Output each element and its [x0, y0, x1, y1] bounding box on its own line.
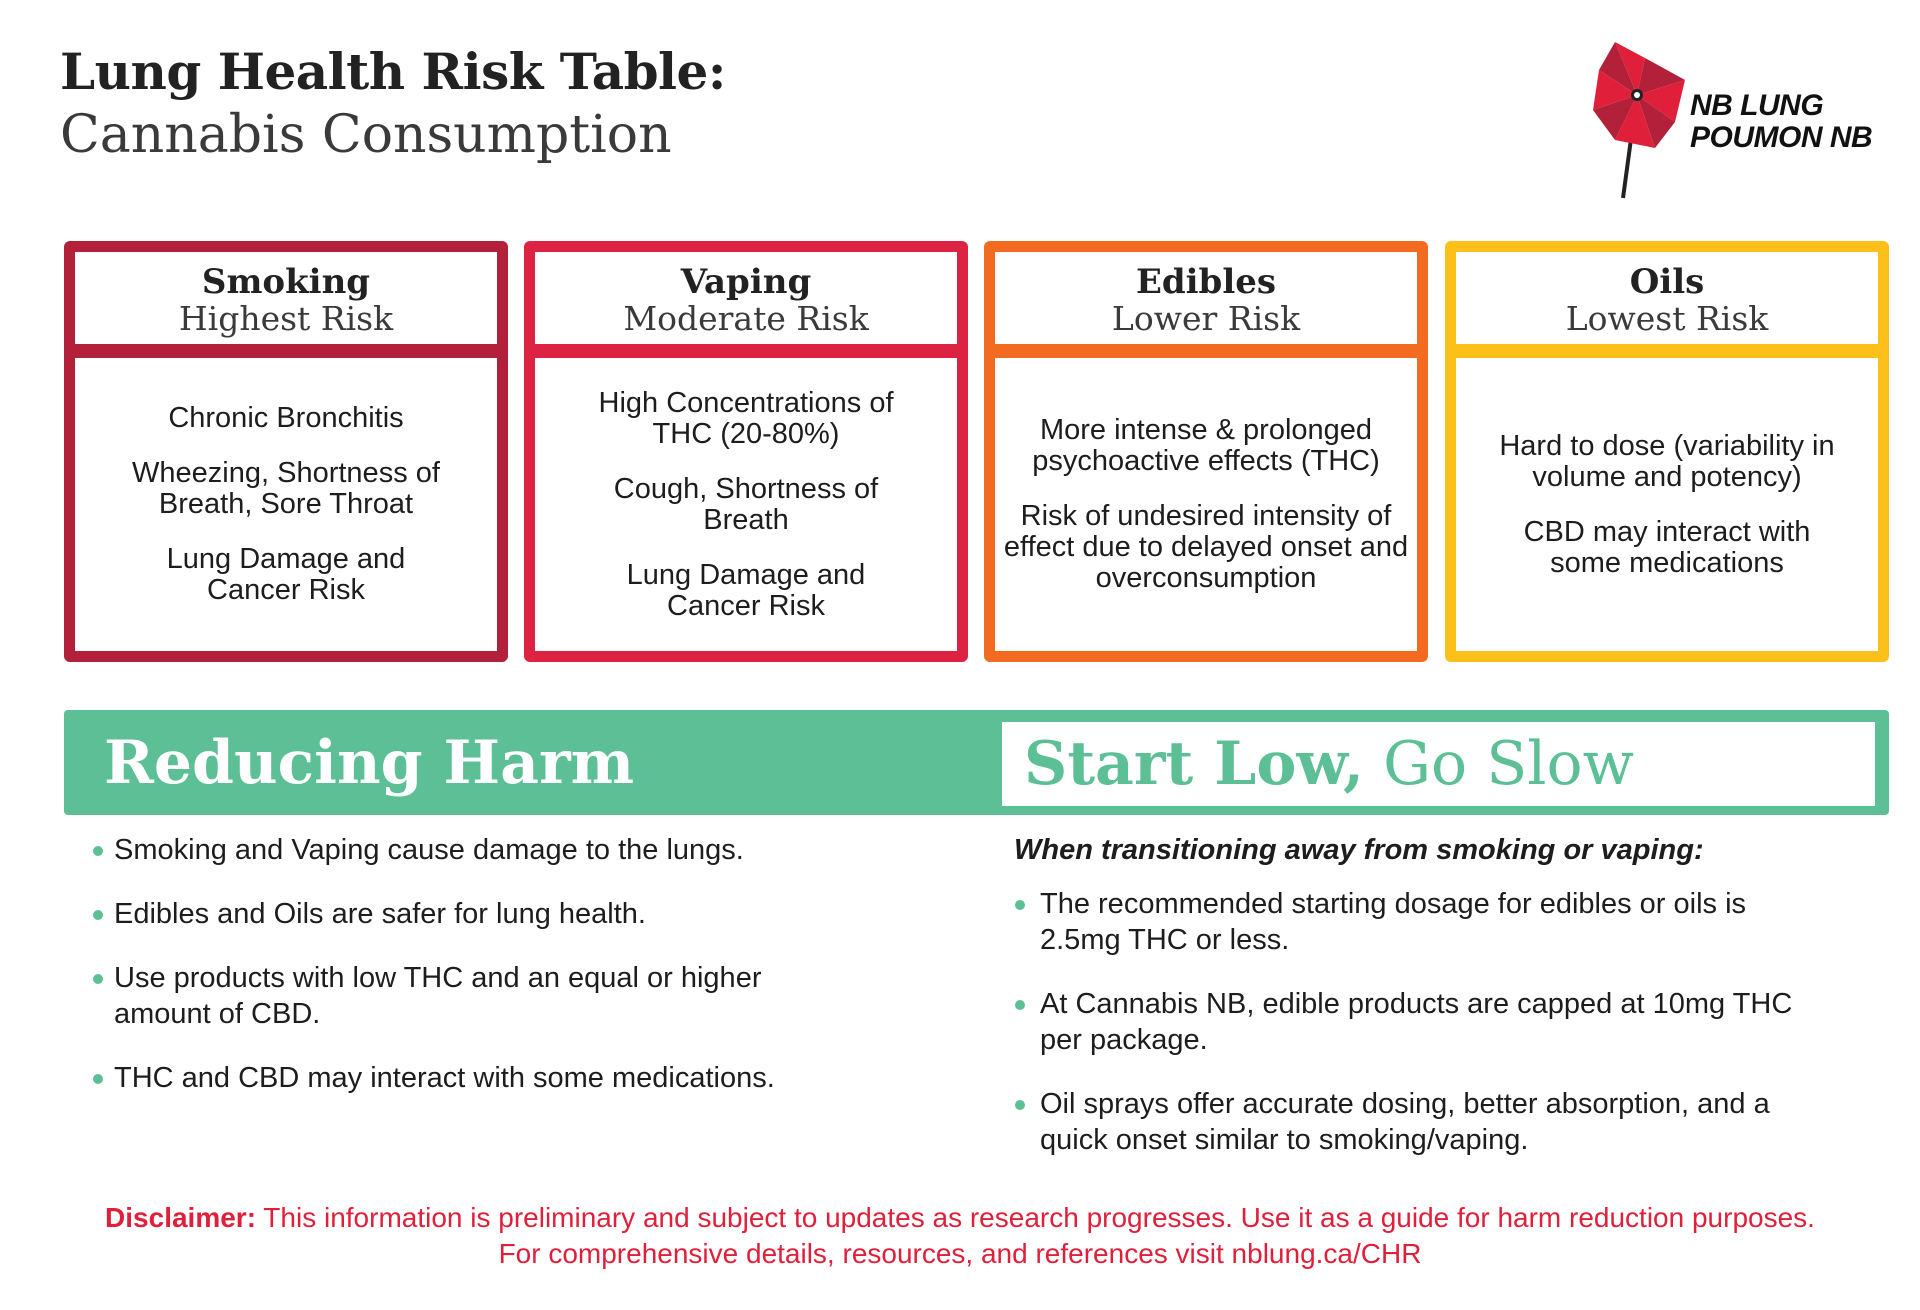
disclaimer	[100, 1200, 1820, 1272]
card-body	[995, 358, 1417, 651]
card-header	[995, 252, 1417, 344]
card-header	[75, 252, 497, 344]
list-item-text: The recommended starting dosage for edibles or oils is 2.5mg THC or less.	[1040, 888, 1747, 956]
bullet-icon	[93, 846, 103, 856]
card-item: High Concentrations of THC (20-80%)	[598, 386, 894, 450]
card-item: Chronic Bronchitis	[168, 402, 404, 434]
list-item	[92, 1060, 892, 1096]
card-header	[1456, 252, 1878, 344]
card-risk-level: Lower Risk	[1111, 299, 1301, 338]
list-item	[1014, 886, 1834, 958]
logo-text	[1690, 90, 1872, 154]
reducing-harm-title: Reducing Harm	[104, 728, 635, 798]
list-item	[92, 960, 832, 1032]
card-body	[535, 358, 957, 651]
list-item-text: Edibles and Oils are safer for lung health.	[114, 898, 646, 930]
title-block	[60, 40, 726, 166]
card-edibles	[984, 241, 1428, 662]
list-item-text: THC and CBD may interact with some medications.	[114, 1062, 775, 1094]
card-item: Lung Damage and Cancer Risk	[626, 558, 866, 622]
list-item	[1014, 986, 1814, 1058]
reducing-harm-band	[64, 710, 1889, 815]
bullet-icon	[93, 974, 103, 984]
list-item-text: At Cannabis NB, edible products are capped at 10mg THC per package.	[1040, 988, 1793, 1056]
start-low-box	[1002, 722, 1875, 806]
card-item: Hard to dose (variability in volume and potency)	[1499, 429, 1835, 493]
card-risk-level: Moderate Risk	[623, 299, 869, 338]
start-low-list	[1014, 886, 1874, 1158]
bullet-icon	[1015, 1000, 1025, 1010]
card-risk-level: Highest Risk	[178, 299, 394, 338]
list-item-text: Smoking and Vaping cause damage to the lungs.	[114, 834, 744, 866]
start-low-section	[1014, 832, 1874, 1186]
card-item: Risk of undesired intensity of effect due to delayed onset and overconsumption	[1003, 500, 1409, 594]
card-item: Wheezing, Shortness of Breath, Sore Throat	[132, 457, 440, 520]
reducing-harm-list	[92, 832, 892, 1124]
bullet-icon	[93, 1074, 103, 1084]
go-slow-text: Go Slow	[1383, 729, 1634, 799]
page-subtitle: Cannabis Consumption	[60, 105, 672, 165]
card-body	[75, 358, 497, 651]
card-title: Oils	[1629, 262, 1705, 302]
transition-intro: When transitioning away from smoking or vaping:	[1014, 834, 1704, 866]
page-title: Lung Health Risk Table:	[60, 42, 726, 101]
start-low-bold: Start Low,	[1024, 729, 1364, 799]
start-low-heading	[1024, 728, 1634, 800]
card-title: Edibles	[1135, 262, 1277, 302]
logo-line1: NB LUNG	[1690, 89, 1824, 122]
risk-cards	[64, 241, 1889, 662]
card-risk-level: Lowest Risk	[1565, 299, 1769, 338]
card-body	[1456, 358, 1878, 651]
card-smoking	[64, 241, 508, 662]
card-vaping	[524, 241, 968, 662]
card-oils	[1445, 241, 1889, 662]
logo-line2: POUMON NB	[1690, 121, 1873, 154]
card-item: Cough, Shortness of Breath	[613, 472, 879, 536]
list-item	[92, 896, 892, 932]
list-item-text: Use products with low THC and an equal or higher amount of CBD.	[114, 962, 762, 1030]
bullet-icon	[93, 910, 103, 920]
list-item-text: Oil sprays offer accurate dosing, better absorption, and a quick onset similar to smoking/vaping.	[1040, 1088, 1770, 1156]
list-item	[92, 832, 892, 868]
bullet-icon	[1015, 1100, 1025, 1110]
card-header	[535, 252, 957, 344]
card-title: Vaping	[680, 262, 812, 302]
pinwheel-icon	[1585, 40, 1695, 200]
bullet-icon	[1015, 900, 1025, 910]
card-title: Smoking	[201, 262, 371, 302]
disclaimer-text: This information is preliminary and subject to updates as research progresses. Use it as a guide for harm reduction purposes. For comprehensive details, resources, and references visit nblung.ca/CHR	[263, 1202, 1815, 1269]
card-item: Lung Damage and Cancer Risk	[166, 543, 406, 606]
nb-lung-logo	[1585, 40, 1885, 200]
card-item: More intense & prolonged psychoactive effects (THC)	[1032, 414, 1380, 477]
card-item: CBD may interact with some medications	[1523, 515, 1811, 579]
list-item	[1014, 1086, 1834, 1158]
disclaimer-label: Disclaimer:	[105, 1202, 257, 1233]
